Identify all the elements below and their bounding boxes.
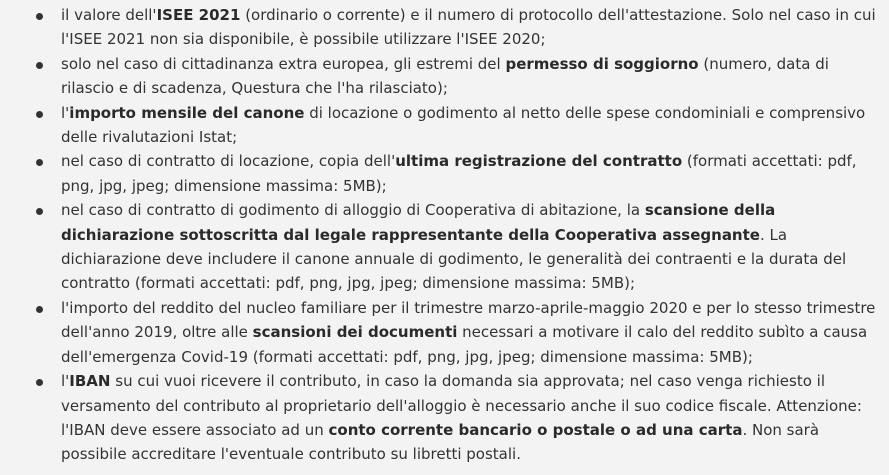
bullet-icon (36, 13, 43, 20)
item-text: (formati accettati: pdf, png, jpg, jpeg; dimensione massima: 5MB); (61, 152, 857, 195)
item-text-bold: IBAN (69, 372, 111, 391)
list-item (61, 101, 881, 150)
item-text: (numero, data di rilascio e di scadenza, Questura che l'ha rilasciato); (61, 54, 829, 98)
item-text: su cui vuoi ricevere il contributo, in caso la domanda sia approvata; nel caso venga richiesto il versamento del contributo al proprietario dell'alloggio è necessario anche il suo codice fiscale. Attenzione: l'IBAN deve essere associato ad un (61, 372, 862, 439)
item-text-bold: conto corrente bancario o postale o ad una carta (328, 420, 743, 439)
item-text: l'importo del reddito del nucleo familiare per il trimestre marzo-aprile-maggio 2020 e per lo stesso trimestre dell'anno 2019, oltre alle (61, 298, 876, 342)
item-text-bold: permesso di soggiorno (505, 54, 699, 73)
bullet-icon (36, 111, 43, 118)
list-item (61, 52, 881, 101)
bullet-icon (36, 159, 43, 166)
item-text-bold: ISEE 2021 (156, 6, 241, 24)
item-text-bold: ultima registrazione del contratto (395, 152, 683, 171)
list-item (61, 149, 881, 198)
item-text: nel caso di contratto di godimento di alloggio di Cooperativa di abitazione, la (61, 201, 645, 220)
item-text: necessari a motivare il calo del reddito subìto a causa dell'emergenza Covid-19 (formati accettati: pdf, png, jpg, jpeg; dimensione massima: 5MB); (61, 323, 868, 366)
item-text: . La dichiarazione deve includere il canone annuale di godimento, le generalità dei contraenti e la durata del contratto (formati accettati: pdf, png, jpg, jpeg; dimensione massima: 5MB); (61, 225, 847, 293)
bullet-icon (36, 306, 43, 313)
item-text: il valore dell' (61, 6, 157, 24)
item-text-bold: scansione della dichiarazione sottoscritta dal legale rappresentante della Cooperativa assegnante (61, 201, 776, 244)
item-text: l' (61, 372, 70, 391)
item-text: di locazione o godimento al netto delle spese condominiali e comprensivo delle rivalutazioni Istat; (61, 103, 866, 147)
item-text: nel caso di contratto di locazione, copia dell' (61, 152, 396, 171)
item-text: . Non sarà possibile accreditare l'eventuale contributo su libretti postali. (61, 420, 820, 464)
item-text: solo nel caso di cittadinanza extra europea, gli estremi del (61, 54, 506, 73)
list-item (61, 369, 881, 467)
item-text: (ordinario o corrente) e il numero di protocollo dell'attestazione. Solo nel caso in cui l'ISEE 2021 non sia disponibile, è possibile utilizzare l'ISEE 2020; (61, 6, 876, 49)
bullet-icon (36, 379, 43, 386)
list-item (61, 296, 881, 369)
list-item (61, 3, 881, 52)
bullet-icon (36, 208, 43, 215)
item-text-bold: scansioni dei documenti (252, 323, 458, 342)
list-item (61, 198, 881, 296)
item-text-bold: importo mensile del canone (69, 103, 305, 122)
bullet-icon (36, 62, 43, 69)
item-text: l' (61, 103, 70, 122)
requirements-list (0, 3, 889, 467)
